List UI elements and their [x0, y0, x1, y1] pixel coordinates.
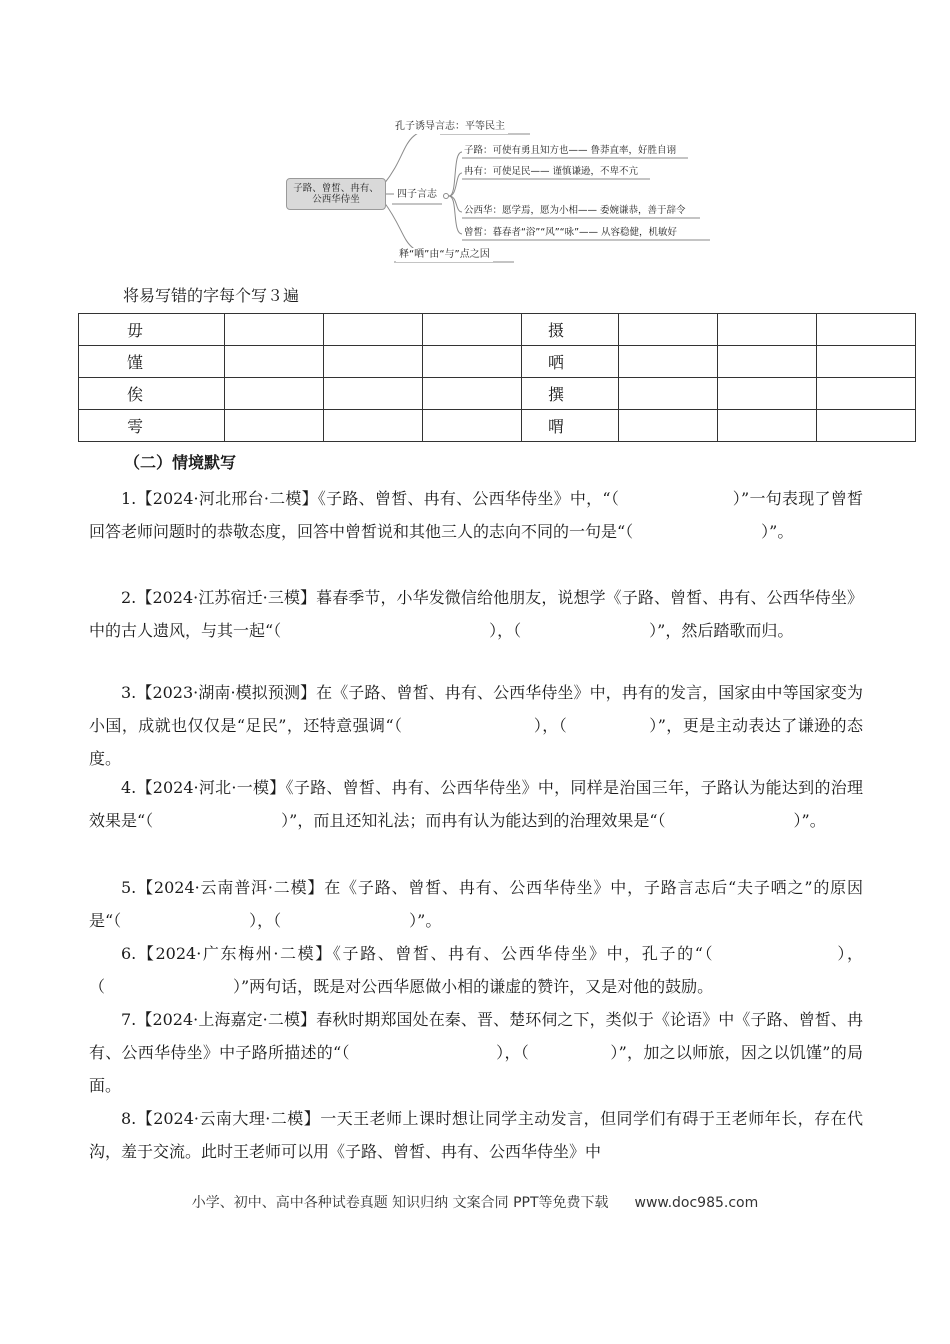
practice-blank[interactable] — [423, 346, 522, 378]
mind-map-leaf-zilu: 子路：可使有勇且知方也—— 鲁莽直率，好胜自诩 — [464, 145, 677, 156]
practice-blank[interactable] — [423, 314, 522, 346]
practice-intro: 将易写错的字每个写３遍 — [123, 286, 300, 305]
practice-blank[interactable] — [324, 410, 423, 442]
practice-blank[interactable] — [619, 346, 718, 378]
practice-char-left: 俟 — [79, 378, 225, 410]
question-6-text: 6.【2024·广东梅州·二模】《子路、曾皙、冉有、公西华侍坐》中，孔子的“（ ），（ ）”两句话，既是对公西华愿做小相的谦虚的赞许，又是对他的鼓励。 — [89, 944, 863, 996]
mind-map-leaf-gongxihua: 公西华：愿学焉，愿为小相—— 委婉谦恭，善于辞令 — [464, 205, 686, 216]
footer-site: www.doc985.com — [634, 1195, 759, 1211]
question-3-text: 3.【2023·湖南·模拟预测】在《子路、曾皙、冉有、公西华侍坐》中，冉有的发言，国家由中等国家变为小国，成就也仅仅是“足民”，还特意强调“（ ），（ ）”，更是主动表达了谦逊的态度。 — [89, 683, 863, 768]
practice-row — [79, 346, 916, 378]
question-7-text: 7.【2024·上海嘉定·二模】春秋时期郑国处在秦、晋、楚环伺之下，类似于《论语》中《子路、曾皙、冉有、公西华侍坐》中子路所描述的“（ ），（ ）”，加之以师旅，因之以饥馑”的局面。 — [89, 1010, 863, 1095]
mind-map-root-line2: 公西华侍坐 — [312, 194, 360, 205]
practice-char-right: 撰 — [522, 378, 619, 410]
practice-blank[interactable] — [718, 314, 817, 346]
practice-blank[interactable] — [817, 410, 916, 442]
mind-map-branch-guidance: 孔子诱导言志：平等民主 — [392, 120, 508, 134]
practice-blank[interactable] — [718, 378, 817, 410]
question-2 — [89, 581, 863, 647]
practice-row — [79, 410, 916, 442]
practice-blank[interactable] — [423, 378, 522, 410]
practice-char-right: 摄 — [522, 314, 619, 346]
practice-blank[interactable] — [225, 410, 324, 442]
practice-blank[interactable] — [718, 346, 817, 378]
practice-row — [79, 378, 916, 410]
practice-blank[interactable] — [225, 378, 324, 410]
question-1-text: 1.【2024·河北邢台·二模】《子路、曾皙、冉有、公西华侍坐》中，“（ ）”一句表现了曾皙回答老师问题时的恭敬态度，回答中曾皙说和其他三人的志向不同的一句是“（ ）”。 — [89, 489, 863, 541]
question-2-text: 2.【2024·江苏宿迁·三模】暮春季节，小华发微信给他朋友，说想学《子路、曾皙、冉有、公西华侍坐》中的古人遗风，与其一起“（ ），（ ）”，然后踏歌而归。 — [89, 588, 863, 640]
question-4-text: 4.【2024·河北·一模】《子路、曾皙、冉有、公西华侍坐》中，同样是治国三年，子路认为能达到的治理效果是“（ ）”，而且还知礼法；而冉有认为能达到的治理效果是“（ ）”。 — [89, 778, 863, 830]
question-6 — [89, 937, 863, 1003]
practice-blank[interactable] — [817, 314, 916, 346]
section-title: （二）情境默写 — [124, 453, 237, 472]
question-1 — [89, 482, 863, 548]
mind-map — [280, 112, 720, 272]
practice-blank[interactable] — [619, 314, 718, 346]
mind-map-branch-explanation: 释“哂”由“与”点之因 — [396, 248, 493, 262]
question-7 — [89, 1003, 863, 1102]
question-8-text: 8.【2024·云南大理·二模】一天王老师上课时想让同学主动发言，但同学们有碍于王老师年长，存在代沟，羞于交流。此时王老师可以用《子路、曾皙、冉有、公西华侍坐》中 — [89, 1109, 863, 1161]
mind-map-root — [286, 178, 386, 210]
question-8 — [89, 1102, 863, 1168]
mind-map-root-line1: 子路、曾皙、冉有、 — [293, 182, 379, 194]
practice-char-right: 喟 — [522, 410, 619, 442]
practice-char-left: 馑 — [79, 346, 225, 378]
practice-table — [78, 313, 916, 442]
practice-blank[interactable] — [324, 346, 423, 378]
practice-char-left: 雩 — [79, 410, 225, 442]
page-footer — [0, 1192, 950, 1212]
question-5-text: 5.【2024·云南普洱·二模】在《子路、曾皙、冉有、公西华侍坐》中，子路言志后“夫子哂之”的原因是“（ ），（ ）”。 — [89, 878, 863, 930]
question-5 — [89, 871, 863, 937]
practice-blank[interactable] — [718, 410, 817, 442]
practice-blank[interactable] — [324, 314, 423, 346]
practice-blank[interactable] — [225, 314, 324, 346]
practice-blank[interactable] — [817, 346, 916, 378]
mind-map-leaf-ranyou: 冉有：可使足民—— 谨慎谦逊，不卑不亢 — [464, 166, 639, 177]
question-3 — [89, 676, 863, 775]
mind-map-leaf-zengxi: 曾皙：暮春者“浴”“风”“咏”—— 从容稳健，机敏好 — [464, 227, 678, 238]
practice-row — [79, 314, 916, 346]
practice-blank[interactable] — [225, 346, 324, 378]
practice-blank[interactable] — [423, 410, 522, 442]
practice-blank[interactable] — [619, 378, 718, 410]
practice-blank[interactable] — [817, 378, 916, 410]
mind-map-branch-four-disciples: 四子言志 — [394, 188, 440, 202]
question-4 — [89, 771, 863, 837]
footer-text: 小学、初中、高中各种试卷真题 知识归纳 文案合同 PPT等免费下载 — [191, 1195, 609, 1211]
practice-blank[interactable] — [324, 378, 423, 410]
practice-blank[interactable] — [619, 410, 718, 442]
practice-char-left: 毋 — [79, 314, 225, 346]
practice-char-right: 哂 — [522, 346, 619, 378]
